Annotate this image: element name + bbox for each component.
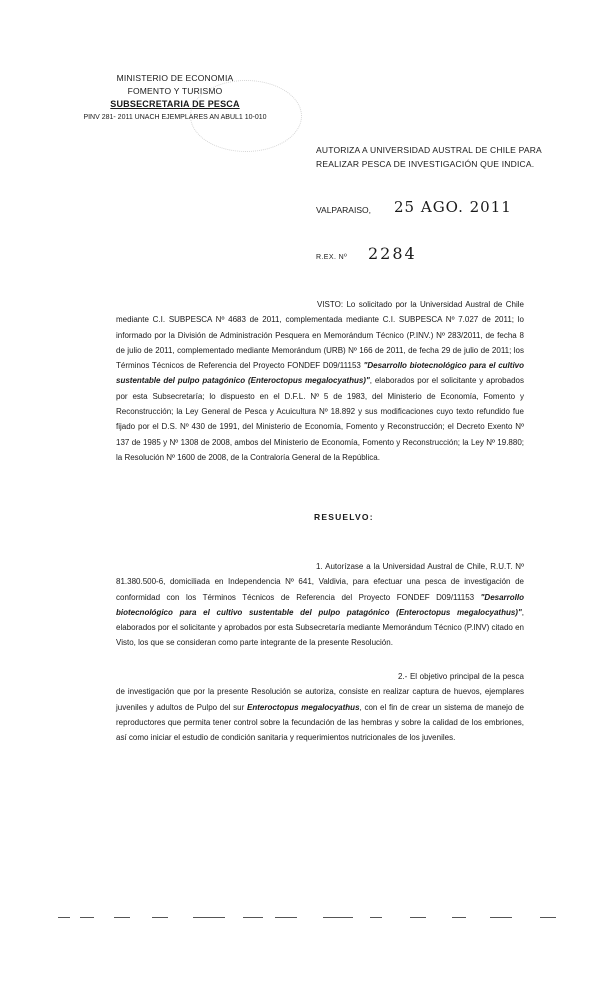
ministry-name: MINISTERIO DE ECONOMIA [116, 73, 234, 83]
resolution-date-stamp: 25 AGO. 2011 [394, 198, 512, 216]
scan-artifact-dash [243, 917, 263, 918]
resolution-title: AUTORIZA A UNIVERSIDAD AUSTRAL DE CHILE PARA REALIZAR PESCA DE INVESTIGACIÓN QUE INDICA. [316, 145, 542, 169]
resolution-item-2 [116, 669, 524, 745]
official-stamp [190, 80, 302, 152]
visto-text-1: VISTO: Lo solicitado por la Universidad Austral de Chile mediante C.I. SUBPESCA Nº 4683 de 2011, complementada mediante C.I. SUBPESCA Nº 7.027 de 2011; lo informado por la División de Administración Pesquera en Memorándum Técnico (P.INV.) Nº 283/2011, de fecha 8 de julio de 2011, complementado mediante Memorándum (URB) Nº 166 de 2011, de fecha 29 de julio de 2011; los Términos Técnicos de Referencia del Proyecto FONDEF D09/11153 [116, 300, 524, 371]
item2-text-1: 2.- El objetivo principal de la pesca de investigación que por la presente Resolución se autoriza, consiste en realizar captura de huevos, ejemplares juveniles y adultos de Pulpo del sur [116, 672, 524, 712]
ministry-header [60, 72, 290, 124]
visto-project-title: "Desarrollo biotecnológico para el cultivo sustentable del pulpo patagónico (Enteroctopus megalocyathus)" [116, 361, 524, 386]
item1-project-title: "Desarrollo biotecnológico para el cultivo sustentable del pulpo patagónico (Enteroctopus megalocyathus)" [116, 592, 524, 617]
scan-artifact-dash [275, 917, 297, 918]
scan-artifact-dash [410, 917, 426, 918]
scan-artifact-dash [114, 917, 130, 918]
scan-artifact-dash [193, 917, 225, 918]
item2-species-name: Enteroctopus megalocyathus [247, 702, 360, 712]
visto-text-2: , elaborados por el solicitante y aprobados por esta Subsecretaría; lo dispuesto en el D.F.L. Nº 5 de 1983, del Ministerio de Economía, Fomento y Reconstrucción; la Ley General de Pesca y Acuicultura Nº 18.892 y sus modificaciones cuyo texto refundido fue fijado por el D.S. Nº 430 de 1991, del Ministerio de Economía, Fomento y Reconstrucción; el Decreto Exento Nº 137 de 1985 y Nº 1308 de 2008, ambos del Ministerio de Economía, Fomento y Reconstrucción; la Ley Nº 19.880; la Resolución Nº 1600 de 2008, de la Contraloría General de la República. [116, 376, 524, 462]
scan-artifact-dash [152, 917, 168, 918]
scan-artifact-dash [452, 917, 466, 918]
item1-text-2: , elaborados por el solicitante y aprobados por esta Subsecretaría mediante Memorándum Técnico (P.INV) citado en Visto, los que se consideran como parte integrante de la presente Resolución. [116, 607, 524, 648]
resolution-item-1 [116, 559, 524, 651]
item1-text-1: 1. Autorízase a la Universidad Austral de Chile, R.U.T. Nº 81.380.500-6, domiciliada en Independencia Nº 641, Valdivia, para efectuar una pesca de investigación de conformidad con los Términos Técnicos de Referencia del Proyecto FONDEF D09/11153 [116, 562, 524, 602]
rex-number-stamp: 2284 [368, 244, 417, 263]
scan-artifact-dash [58, 917, 70, 918]
scan-artifact-dash [540, 917, 556, 918]
place-label: VALPARAISO, [316, 205, 371, 215]
subsecretaria-name: SUBSECRETARIA DE PESCA [110, 99, 240, 109]
rex-label: R.EX. Nº [316, 254, 348, 261]
scan-artifact-dash [370, 917, 382, 918]
scan-artifact-dash [490, 917, 512, 918]
item2-text-2: , con el fin de crear un sistema de manejo de reproductores que permita tener control sobre la fecundación de las hembras y sobre la calidad de los embriones, así como iniciar el estudio de condición sanitaria y requerimientos nutricionales de los juveniles. [116, 702, 524, 743]
resuelvo-heading: RESUELVO: [314, 512, 374, 522]
ministry-subname: FOMENTO Y TURISMO [127, 86, 223, 96]
visto-paragraph [116, 297, 524, 465]
scan-artifact-dash [323, 917, 353, 918]
file-reference: PINV 281- 2011 UNACH EJEMPLARES AN ABUL1 10-010 [83, 114, 267, 121]
scan-artifact-dash [80, 917, 94, 918]
